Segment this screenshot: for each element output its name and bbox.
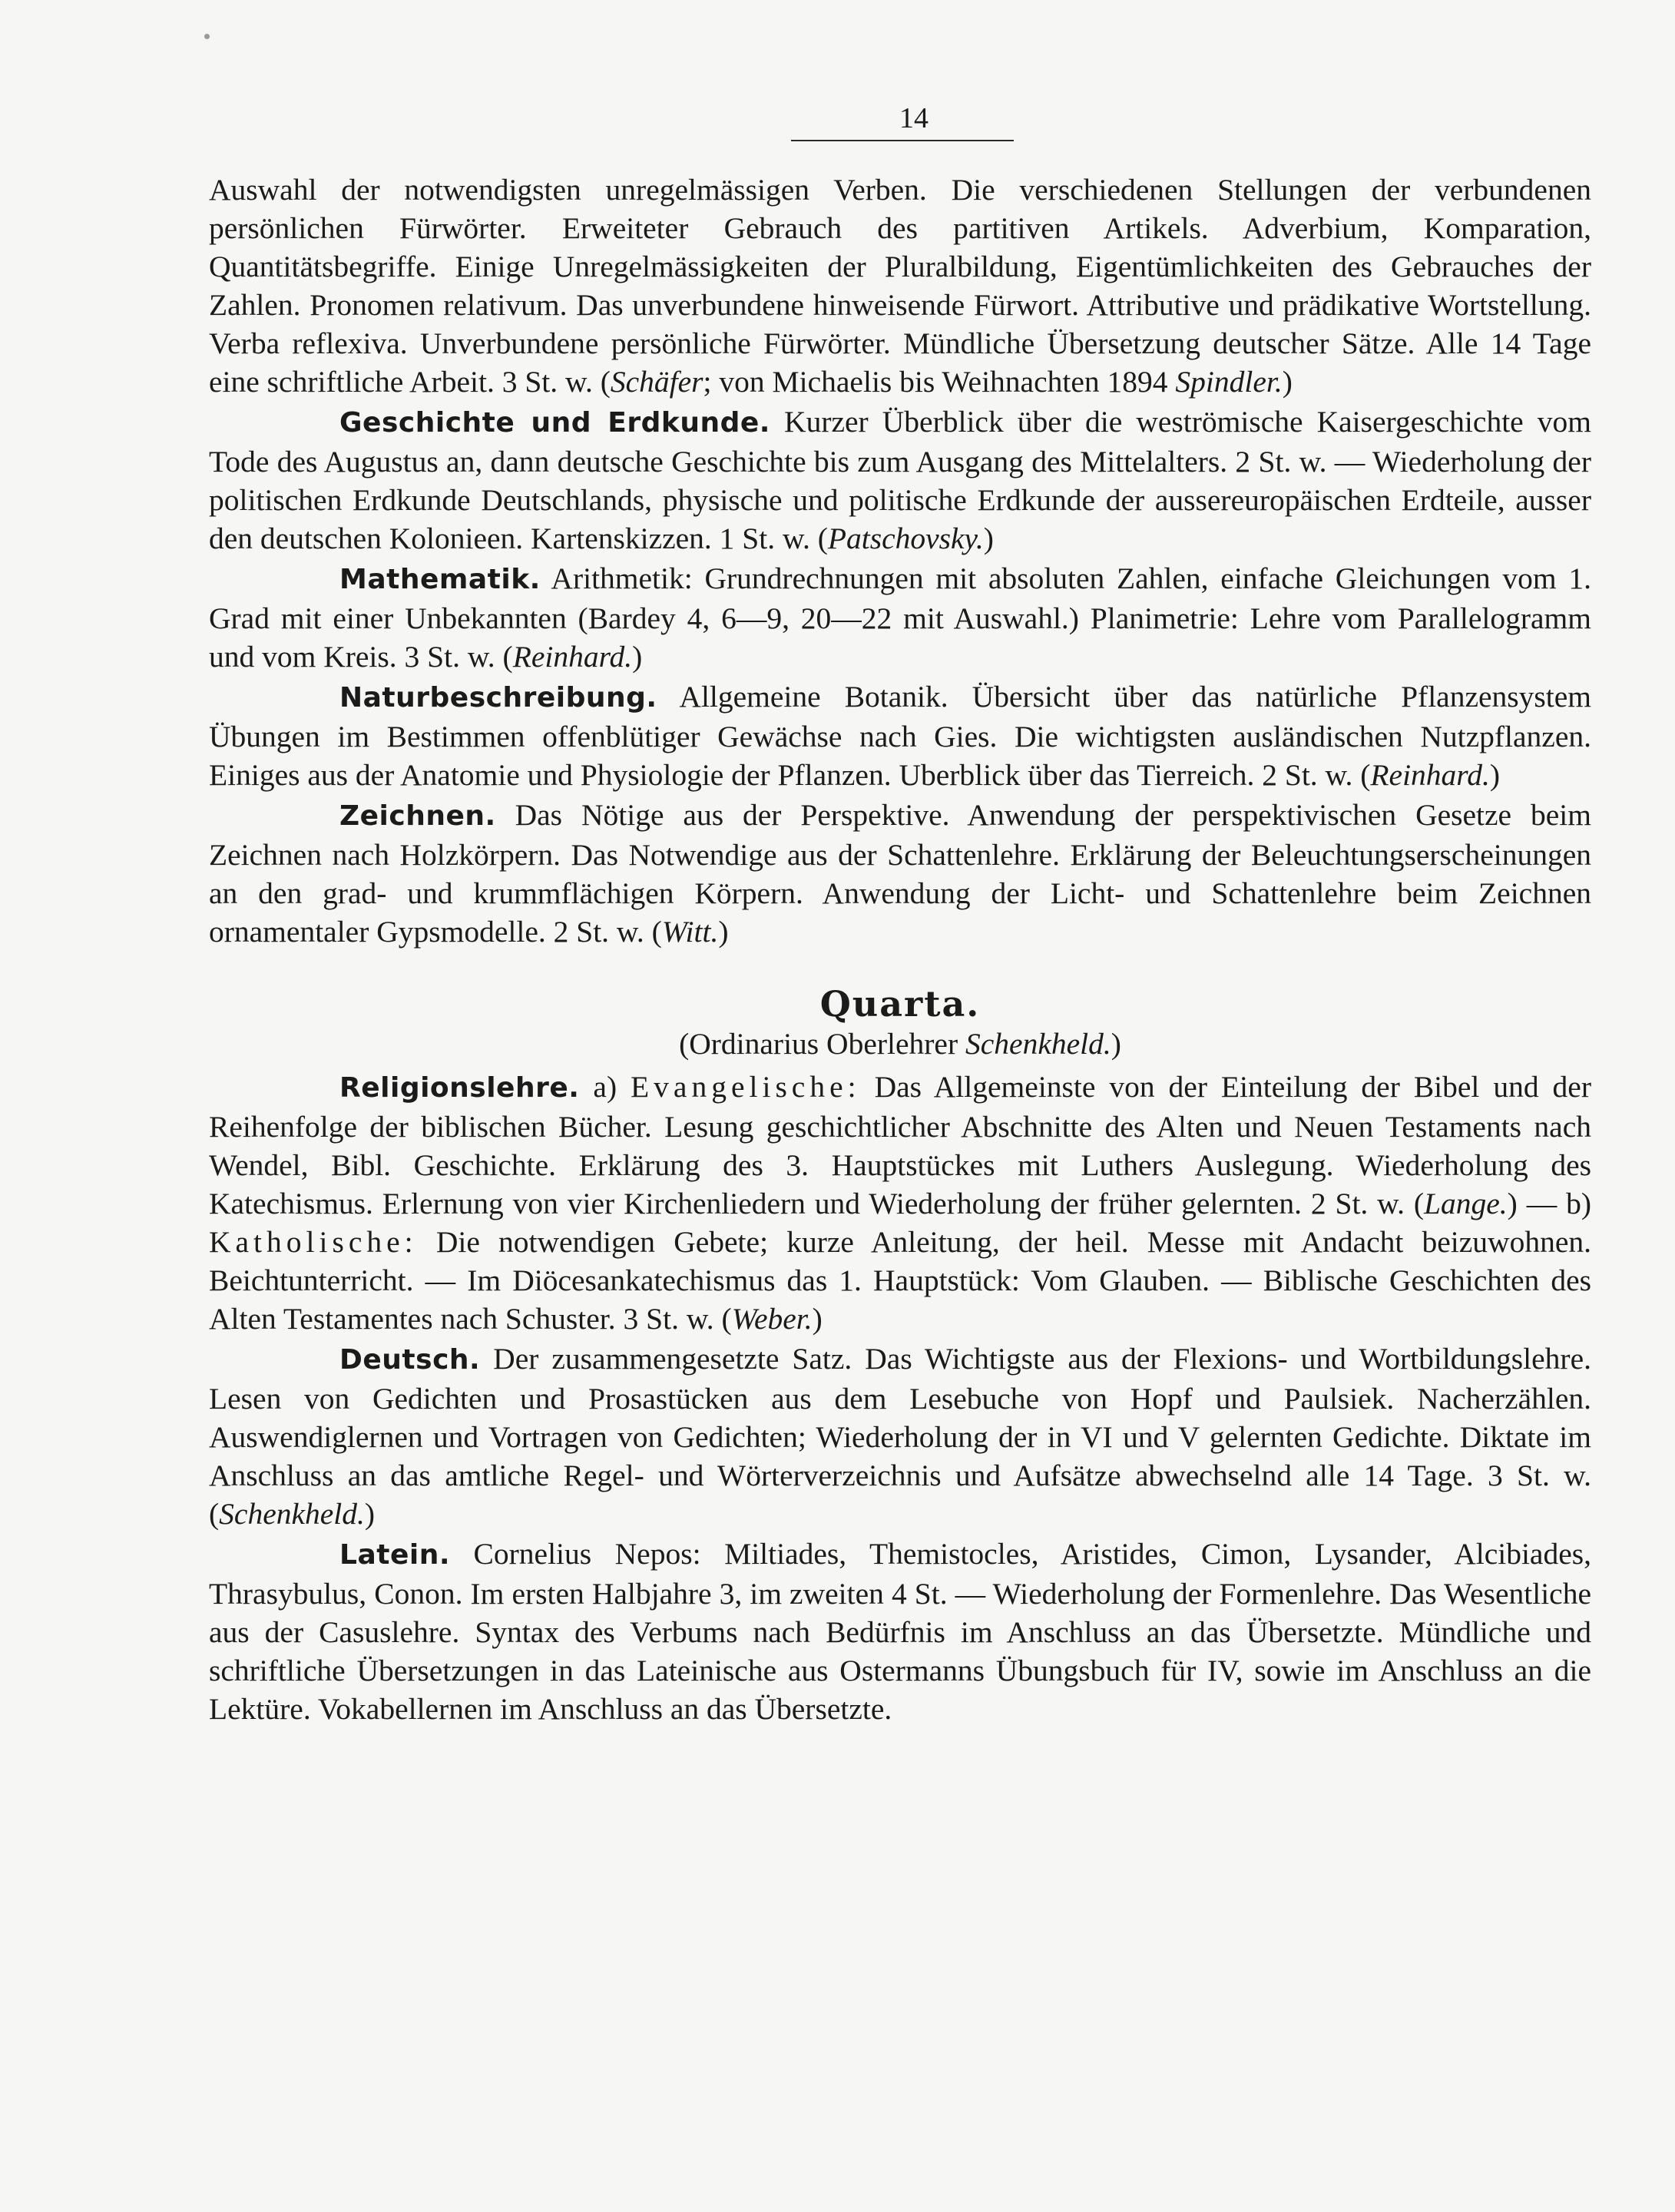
paragraph-geschichte (209, 402, 1591, 558)
paragraph-text: ) (1282, 365, 1293, 399)
paragraph-text: ) — b) (1507, 1187, 1591, 1220)
subject-heading: Religionslehre. (339, 1072, 580, 1104)
paragraph-deutsch (209, 1339, 1591, 1533)
subject-heading: Geschichte und Erdkunde. (339, 407, 770, 439)
subject-heading: Naturbeschreibung. (339, 682, 657, 714)
teacher-name: Reinhard. (512, 640, 633, 674)
subtitle-text: ) (1111, 1027, 1121, 1061)
page-body (209, 171, 1591, 1730)
teacher-name: Schäfer (610, 365, 703, 399)
subject-heading: Deutsch. (339, 1344, 481, 1376)
subject-heading: Latein. (339, 1539, 451, 1571)
paragraph-text: Kurzer Überblick über die weströmische Kaisergeschichte vom Tode des Augustus an, dann deutsche Geschichte bis zum Ausgang des Mittelalters. 2 St. w. — Wiederholung der politischen Erdkunde Deutschlands, physische und politische Erdkunde der aussereuropäischen Erdteile, ausser den deutschen Kolonieen. Kartenskizzen. 1 St. w. ( (209, 405, 1591, 555)
paragraph-text: ) (812, 1302, 823, 1336)
teacher-name: Spindler. (1175, 365, 1283, 399)
teacher-name: Witt. (661, 915, 719, 949)
teacher-name: Lange. (1424, 1187, 1508, 1220)
subject-heading: Mathematik. (339, 564, 541, 595)
teacher-name: Weber. (731, 1302, 813, 1336)
header-rule (791, 140, 1014, 141)
paragraph-text: Der zusammengesetzte Satz. Das Wichtigste aus der Flexions- und Wortbildungslehre. Lesen von Gedichten und Prosastücken aus dem Lesebuche von Hopf und Paulsiek. Nacherzählen. Auswendiglernen und Vortragen von Gedichten; Wiederholung der in VI und V gelernten Gedichte. Diktate im Anschluss an das amtliche Regel- und Wörterverzeichnis und Aufsätze abwechselnd alle 14 Tage. 3 St. w. ( (209, 1342, 1591, 1531)
teacher-name: Patschovsky. (827, 522, 984, 555)
paragraph-text: Das Allgemeinste von der Einteilung der Bibel und der Reihenfolge der biblischen Bücher. Lesung geschichtlicher Abschnitte des Alten und Neuen Testaments nach Wendel, Bibl. Geschichte. Erklärung des 3. Hauptstückes mit Luthers Auslegung. Wiederholung des Katechismus. Erlernung von vier Kirchenliedern und Wiederholung der früher gelernten. 2 St. w. ( (209, 1070, 1591, 1220)
paragraph-text: ) (364, 1497, 376, 1531)
subject-heading: Zeichnen. (339, 800, 496, 832)
paragraph-franzoesisch-continued (209, 171, 1591, 401)
paragraph-naturbeschreibung (209, 677, 1591, 794)
paragraph-religionslehre (209, 1068, 1591, 1338)
spaced-term: Katholische: (209, 1225, 418, 1259)
spaced-term: Evangelische: (631, 1070, 861, 1104)
paragraph-text: ) (983, 522, 994, 555)
paragraph-text: Auswahl der notwendigsten unregelmässigen Verben. Die verschiedenen Stellungen der verbundenen persönlichen Fürwörter. Erweiteter Gebrauch des partitiven Artikels. Adverbium, Komparation, Quantitätsbegriffe. Einige Unregelmässigkeiten der Pluralbildung, Eigentümlichkeiten des Gebrauches der Zahlen. Pronomen relativum. Das unverbundene hinweisende Fürwort. Attributive und prädikative Wortstellung. Verba reflexiva. Unverbundene persönliche Fürwörter. Mündliche Übersetzung deutscher Sätze. Alle 14 Tage eine schriftliche Arbeit. 3 St. w. ( (209, 173, 1591, 399)
paragraph-text: Die notwendigen Gebete; kurze Anleitung, der heil. Messe mit Andacht beizuwohnen. Beichtunterricht. — Im Diöcesankatechismus das 1. Hauptstück: Vom Glauben. — Biblische Geschichten des Alten Testamentes nach Schuster. 3 St. w. ( (209, 1225, 1591, 1336)
paragraph-text: Arithmetik: Grundrechnungen mit absoluten Zahlen, einfache Gleichungen vom 1. Grad mit einer Unbekannten (Bardey 4, 6—9, 20—22 mit Auswahl.) Planimetrie: Lehre vom Parallelogramm und vom Kreis. 3 St. w. ( (209, 561, 1591, 674)
teacher-name: Schenkheld. (219, 1497, 365, 1531)
paragraph-text: Cornelius Nepos: Miltiades, Themistocles, Aristides, Cimon, Lysander, Alcibiades, Thrasybulus, Conon. Im ersten Halbjahre 3, im zweiten 4 St. — Wiederholung der Formenlehre. Das Wesentliche aus der Casuslehre. Syntax des Verbums nach Bedürfnis im Anschluss an das Übersetzte. Mündliche und schriftliche Übersetzungen in das Lateinische aus Ostermanns Übungsbuch für IV, sowie im Anschluss an die Lektüre. Vokabellernen im Anschluss an das Übersetzte. (209, 1537, 1591, 1726)
section-subtitle (209, 1025, 1591, 1063)
teacher-name: Reinhard. (1370, 758, 1490, 792)
paragraph-text: Allgemeine Botanik. Übersicht über das natürliche Pflanzensystem Übungen im Bestimmen offenblütiger Gewächse nach Gies. Die wichtigsten ausländischen Nutzpflanzen. Einiges aus der Anatomie und Physiologie der Pflanzen. Uberblick über das Tierreich. 2 St. w. ( (209, 680, 1591, 792)
subtitle-text: (Ordinarius Oberlehrer (679, 1027, 965, 1061)
paragraph-zeichnen (209, 796, 1591, 951)
paragraph-text: ) (632, 640, 643, 674)
paragraph-text: a) (579, 1070, 631, 1104)
paragraph-latein (209, 1535, 1591, 1728)
paragraph-text: ; von Michaelis bis Weihnachten 1894 (703, 365, 1176, 399)
paragraph-mathematik (209, 559, 1591, 676)
paragraph-text: Das Nötige aus der Perspektive. Anwendung der perspektivischen Gesetze beim Zeichnen nach Holzkörpern. Das Notwendige aus der Schattenlehre. Erklärung der Beleuchtungserscheinungen an den grad- und krummflächigen Körpern. Anwendung der Licht- und Schattenlehre beim Zeichnen ornamentaler Gypsmodelle. 2 St. w. ( (209, 798, 1591, 949)
page-number: 14 (899, 102, 929, 134)
teacher-name: Schenkheld. (965, 1027, 1111, 1061)
section-title-quarta: Quarta. (819, 983, 981, 1025)
paragraph-text: ) (718, 915, 729, 949)
paragraph-text: ) (1489, 758, 1500, 792)
paper-speck (204, 34, 210, 39)
